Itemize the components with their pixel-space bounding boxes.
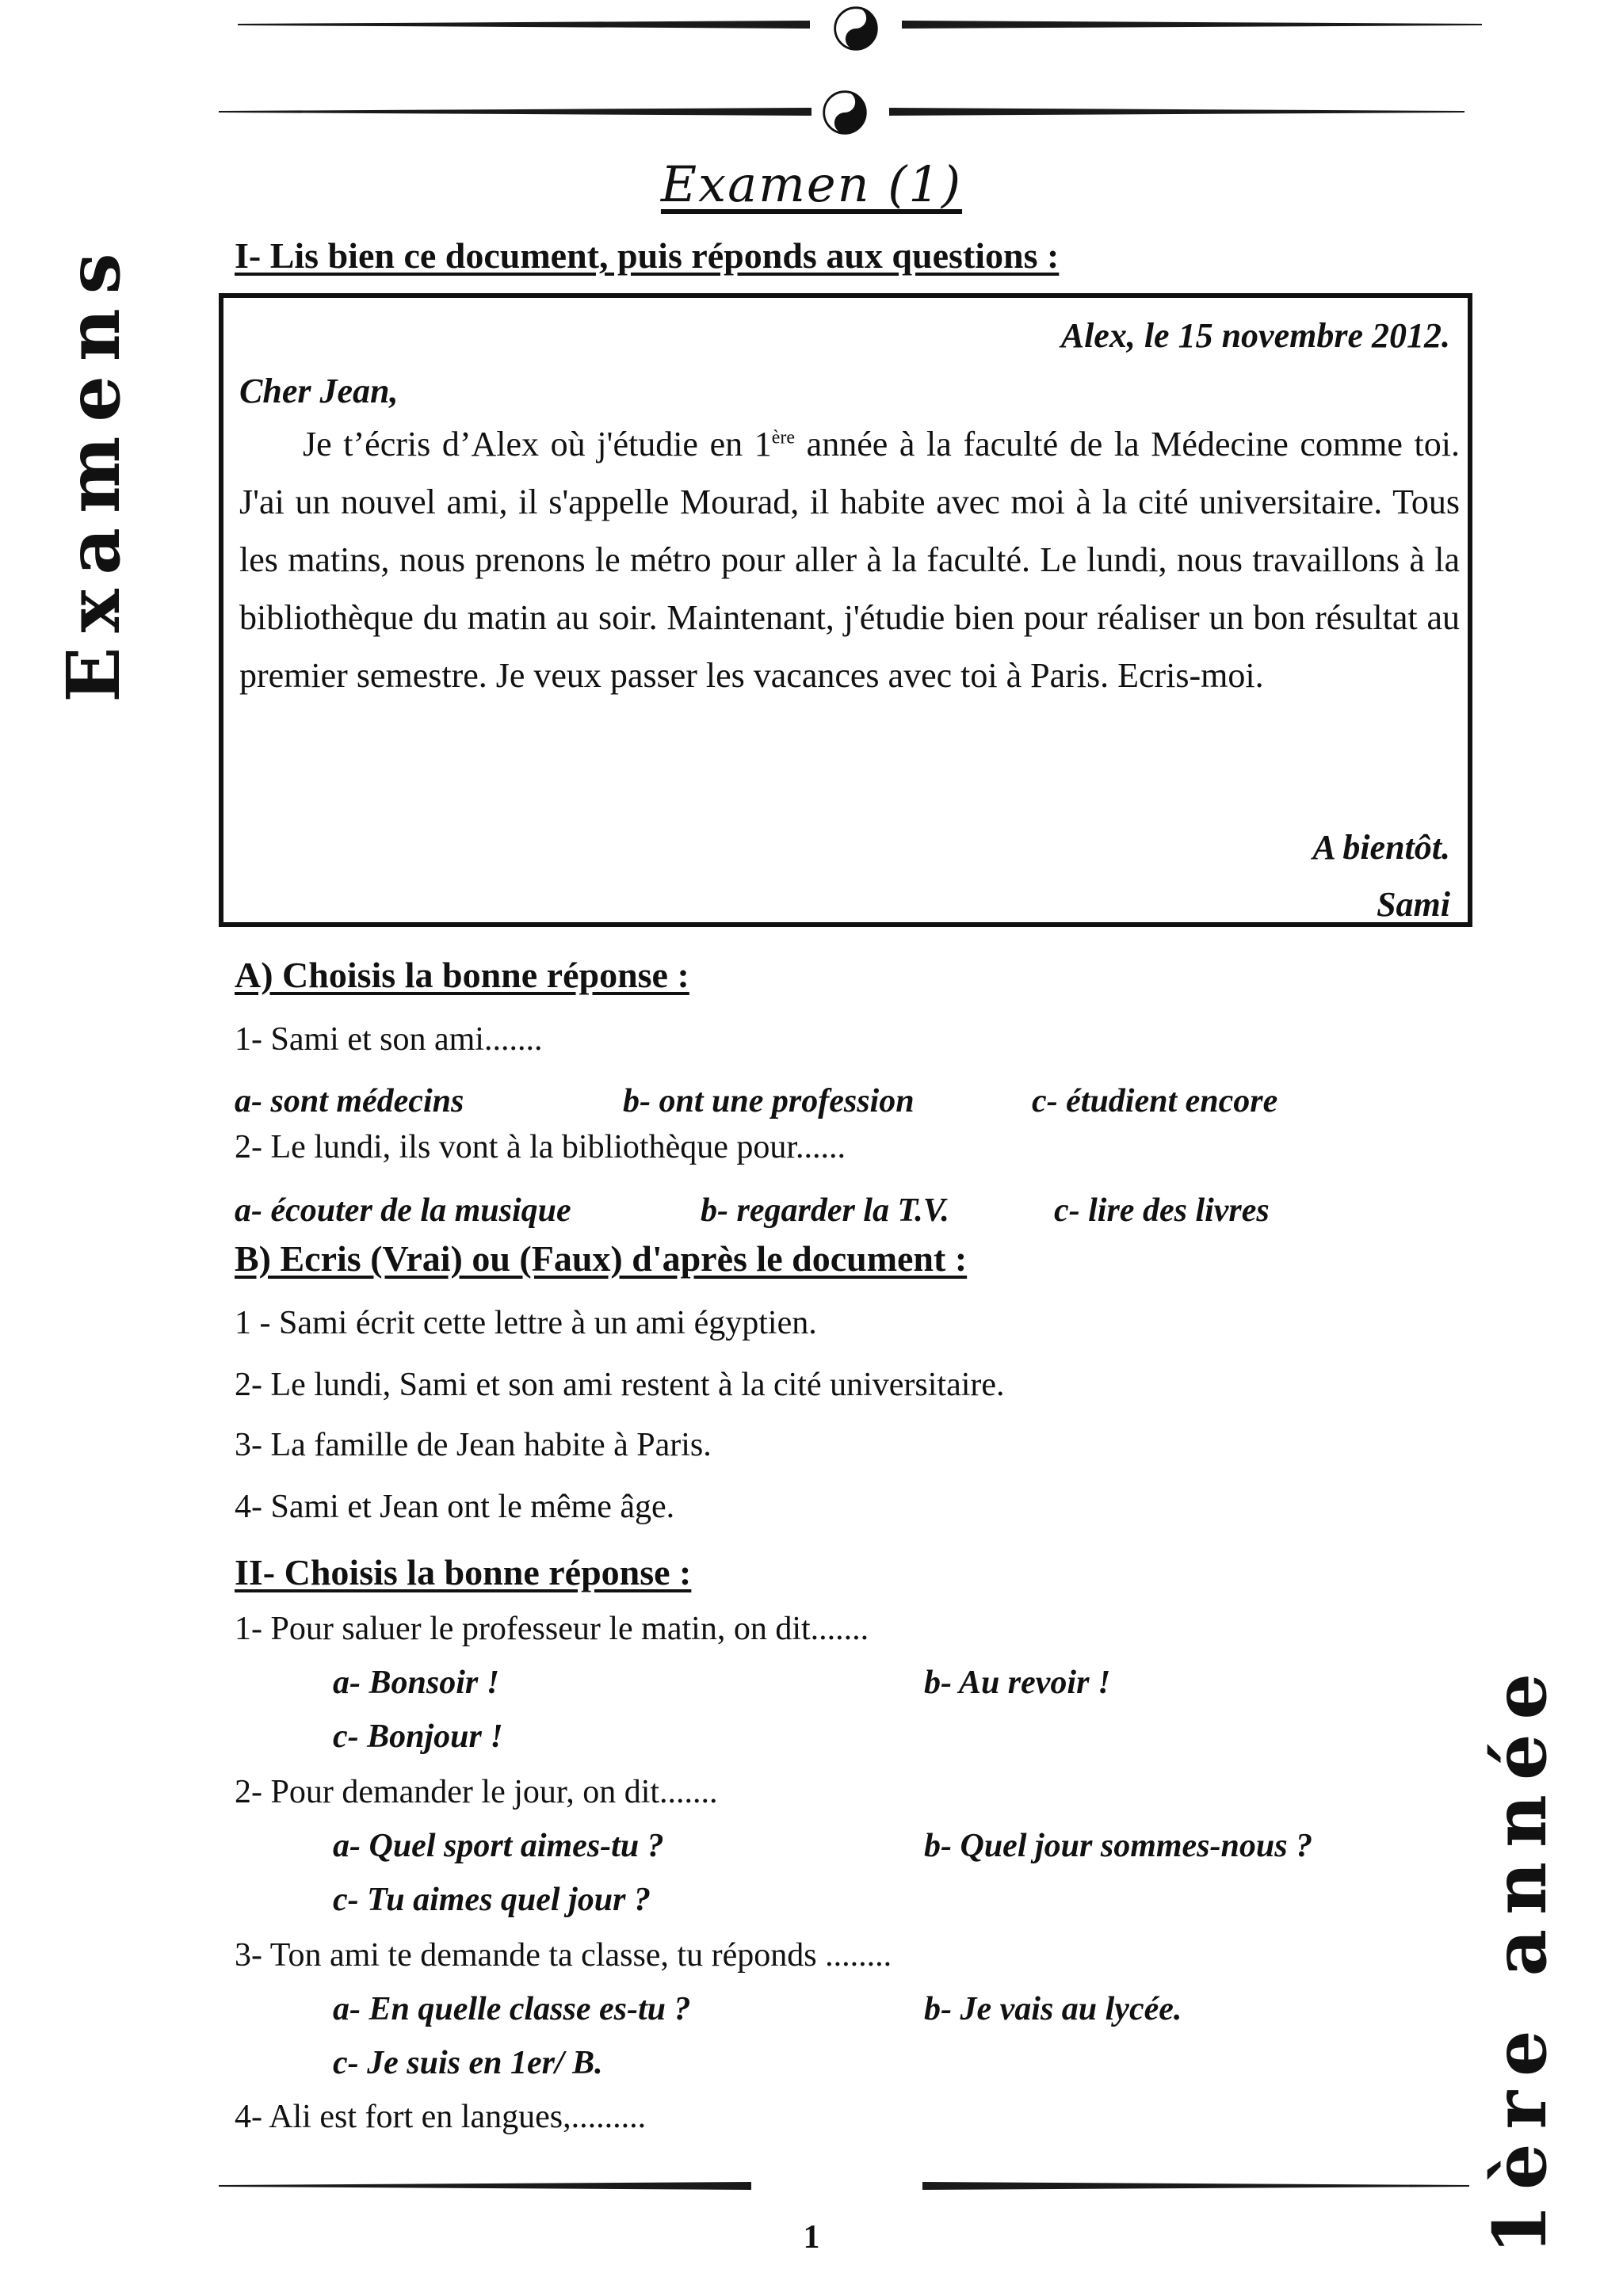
option-a: a- Quel sport aimes-tu ? (333, 1828, 664, 1864)
option-a: a- Bonsoir ! (333, 1665, 500, 1701)
page-number: 1 (803, 2219, 820, 2256)
option-b: b- Je vais au lycée. (924, 1991, 1182, 2027)
true-false-item: 4- Sami et Jean ont le même âge. (235, 1489, 675, 1525)
question-text: 1- Sami et son ami....... (235, 1021, 543, 1058)
letter-body (239, 415, 1460, 704)
question-text: 4- Ali est fort en langues,......... (235, 2099, 647, 2135)
section-2-heading: II- Choisis la bonne réponse : (235, 1552, 692, 1592)
option-c: c- Tu aimes quel jour ? (333, 1882, 651, 1918)
option-c: c- Bonjour ! (333, 1718, 503, 1755)
question-text: 2- Le lundi, ils vont à la bibliothèque pour...... (235, 1129, 846, 1165)
letter-body-rest: année à la faculté de la Médecine comme toi. J'ai un nouvel ami, il s'appelle Mourad, il habite avec moi à la cité universitaire. Tous les matins, nous prenons le métro pour aller à la faculté. Le lundi, nous travaillons à la bibliothèque du matin au soir. Maintenant, j'étudie bien pour réaliser un bon résultat au premier semestre. Je veux passer les vacances avec toi à Paris. Ecris-moi. (239, 425, 1460, 695)
yin-yang-icon (834, 6, 878, 51)
letter-body-sup: ère (771, 427, 796, 448)
option-a: a- En quelle classe es-tu ? (333, 1991, 691, 2027)
letter-date: Alex, le 15 novembre 2012. (1060, 316, 1450, 355)
option-b: b- ont une profession (623, 1083, 915, 1119)
option-b: b- Quel jour sommes-nous ? (924, 1828, 1313, 1864)
option-b: b- regarder la T.V. (701, 1192, 949, 1229)
question-text: 1- Pour saluer le professeur le matin, on dit....... (235, 1611, 869, 1647)
section-1-heading: I- Lis bien ce document, puis réponds aux questions : (235, 235, 1060, 276)
margin-label-examens: Examens (51, 238, 136, 703)
margin-label-level: 1ère année (1477, 1658, 1563, 2256)
true-false-item: 2- Le lundi, Sami et son ami restent à la cité universitaire. (235, 1367, 1005, 1403)
option-c: c- lire des livres (1054, 1192, 1270, 1229)
page-title: Examen (1) (660, 155, 963, 213)
option-c: c- étudient encore (1032, 1083, 1278, 1119)
part-b-heading: B) Ecris (Vrai) ou (Faux) d'après le document : (235, 1238, 968, 1279)
letter-closing: A bientôt. (1312, 828, 1450, 867)
yin-yang-icon (823, 90, 867, 135)
letter-signature: Sami (1377, 885, 1450, 924)
true-false-item: 1 - Sami écrit cette lettre à un ami égyptien. (235, 1305, 817, 1341)
option-a: a- écouter de la musique (235, 1192, 571, 1229)
letter-box (219, 293, 1472, 927)
question-text: 3- Ton ami te demande ta classe, tu réponds ........ (235, 1937, 892, 1974)
true-false-item: 3- La famille de Jean habite à Paris. (235, 1427, 712, 1463)
option-a: a- sont médecins (235, 1083, 464, 1119)
option-c: c- Je suis en 1er/ B. (333, 2045, 603, 2081)
option-b: b- Au revoir ! (924, 1665, 1111, 1701)
part-a-heading: A) Choisis la bonne réponse : (235, 955, 689, 995)
question-text: 2- Pour demander le jour, on dit....... (235, 1774, 718, 1810)
letter-body-start: Je t’écris d’Alex où j'étudie en 1 (303, 425, 772, 463)
letter-greeting: Cher Jean, (239, 372, 399, 410)
